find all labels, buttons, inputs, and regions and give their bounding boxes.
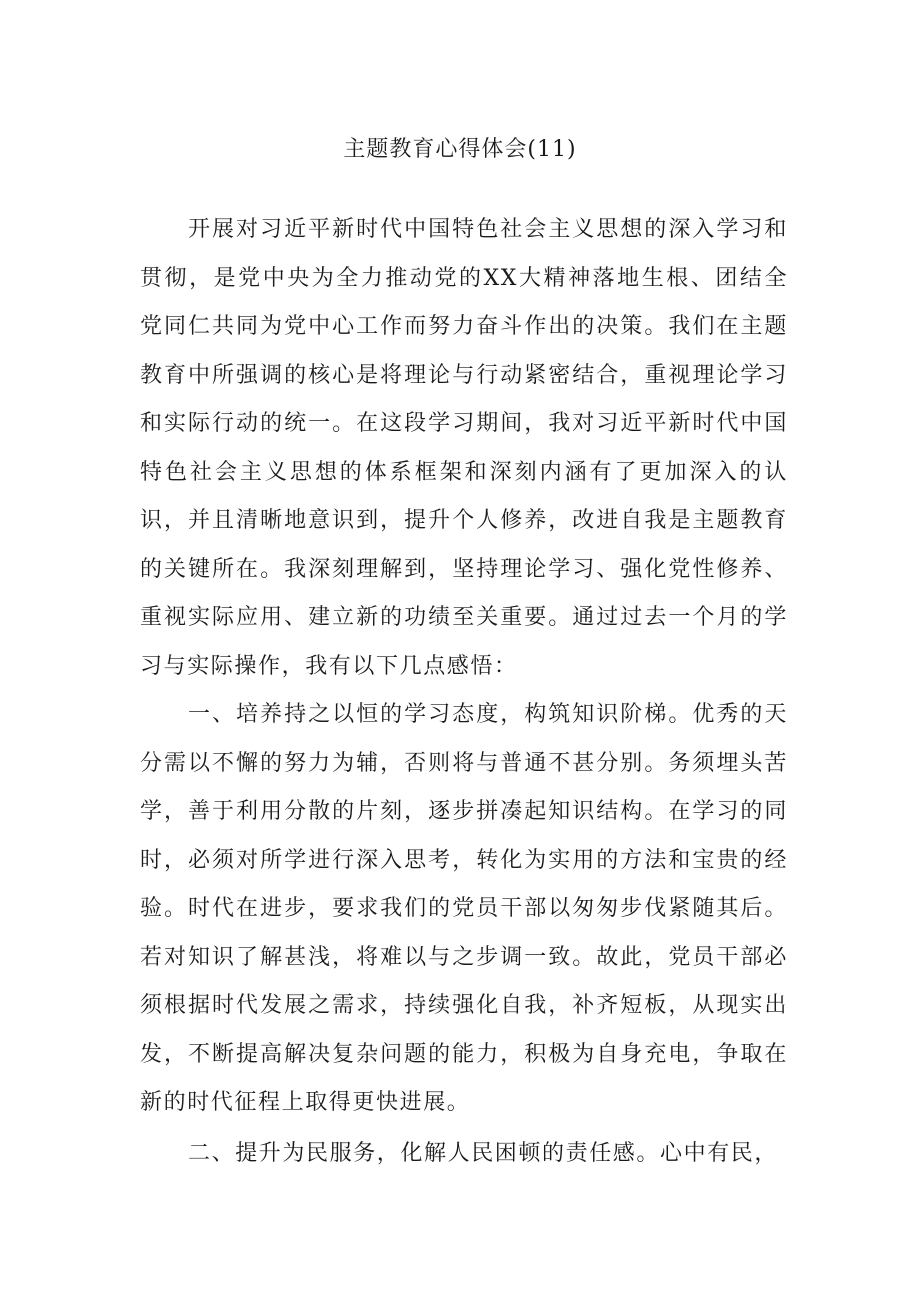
page-title: 主题教育心得体会(11) <box>343 137 577 162</box>
paragraph-intro: 开展对习近平新时代中国特色社会主义思想的深入学习和贯彻，是党中央为全力推动党的XX大精神落地生根、团结全党同仁共同为党中心工作而努力奋斗作出的决策。我们在主题教育中所强调的核心是将理论与行动紧密结合，重视理论学习和实际行动的统一。在这段学习期间，我对习近平新时代中国特色社会主义思想的体系框架和深刻内涵有了更加深入的认识，并且清晰地意识到，提升个人修养，改进自我是主题教育的关键所在。我深刻理解到，坚持理论学习、强化党性修养、重视实际应用、建立新的功绩至关重要。通过过去一个月的学习与实际操作，我有以下几点感悟： <box>140 217 788 679</box>
paragraph-point-two: 二、提升为民服务，化解人民困顿的责任感。心中有民， <box>188 1140 779 1166</box>
document-body <box>140 206 788 1178</box>
paragraph-point-one: 一、培养持之以恒的学习态度，构筑知识阶梯。优秀的天分需以不懈的努力为辅，否则将与普通不甚分别。务须埋头苦学，善于利用分散的片刻，逐步拼凑起知识结构。在学习的同时，必须对所学进行深入思考，转化为实用的方法和宝贵的经验。时代在进步，要求我们的党员干部以匆匆步伐紧随其后。若对知识了解甚浅，将难以与之步调一致。故此，党员干部必须根据时代发展之需求，持续强化自我，补齐短板，从现实出发，不断提高解决复杂问题的能力，积极为自身充电，争取在新的时代征程上取得更快进展。 <box>140 702 788 1115</box>
